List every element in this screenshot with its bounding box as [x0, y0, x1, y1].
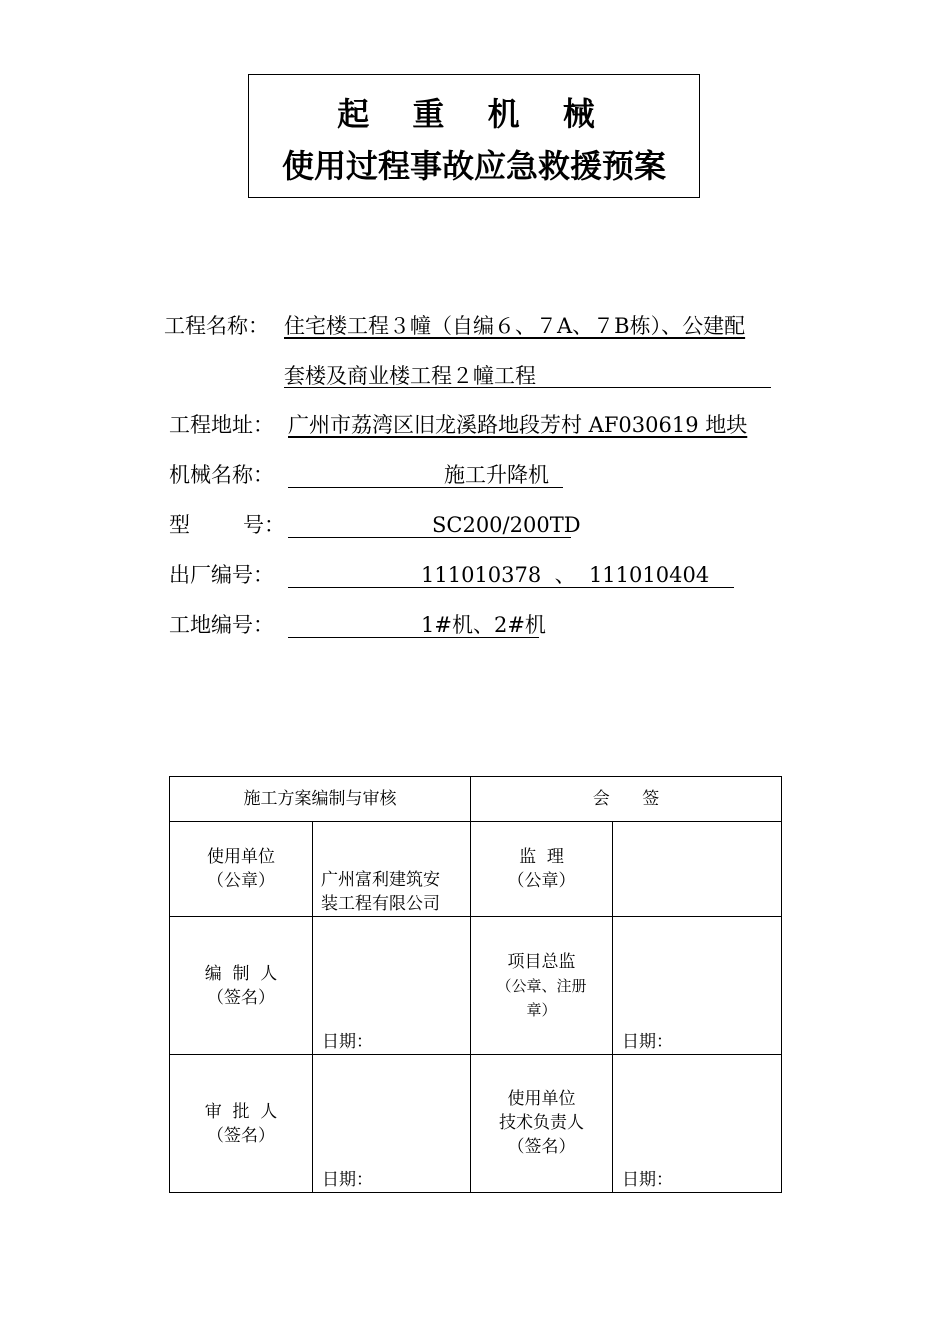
model-value: SC200/200TD — [432, 513, 581, 537]
user-unit-seal-label: （公章） — [207, 871, 275, 891]
model-label-2: 号： — [243, 513, 285, 537]
factory-no-value: 111010378 、 111010404 — [421, 563, 710, 587]
company-cell — [313, 822, 471, 917]
site-no-label: 工地编号： — [169, 613, 274, 637]
project-name-line-2: 套楼及商业楼工程２幢工程 — [284, 364, 536, 388]
project-address-value: 广州市荔湾区旧龙溪路地段芳村 AF030619 地块 — [288, 413, 748, 437]
company-name-line-1: 广州富利建筑安 — [321, 870, 440, 890]
chief-supervisor-label: 项目总监 — [507, 952, 576, 972]
project-name-label: 工程名称： — [164, 314, 269, 338]
compiler-date-label: 日期： — [322, 1032, 373, 1052]
project-name-underline — [284, 386, 771, 388]
compiler-sign-label: （签名） — [207, 987, 275, 1008]
table-row — [170, 917, 782, 1055]
compiler-label: 编 制 人 — [204, 963, 278, 984]
chief-supervisor-seal-label: （公章、注册 — [496, 977, 587, 995]
approver-label: 审 批 人 — [204, 1101, 278, 1122]
machine-name-value: 施工升降机 — [444, 463, 549, 487]
title-line-2: 使用过程事故应急救援预案 — [281, 147, 666, 185]
tech-lead-sign-cell — [613, 1055, 782, 1193]
chief-supervisor-date-label: 日期： — [622, 1032, 673, 1052]
header-countersign: 会 签 — [471, 777, 782, 822]
project-address-label: 工程地址： — [169, 413, 274, 437]
approver-sign-cell — [313, 1055, 471, 1193]
table-row — [170, 1055, 782, 1193]
chief-supervisor-cell — [471, 917, 613, 1055]
approval-table — [169, 776, 782, 1193]
compiler-sign-cell — [313, 917, 471, 1055]
approver-sign-label: （签名） — [207, 1125, 275, 1146]
tech-lead-date-label: 日期： — [622, 1170, 673, 1190]
table-row — [170, 822, 782, 917]
title-line-1: 起 重 机 械 — [337, 95, 611, 133]
supervisor-cell — [471, 822, 613, 917]
approver-cell — [170, 1055, 313, 1193]
title-box — [248, 74, 700, 198]
supervisor-sign-cell — [613, 822, 782, 917]
company-name-line-2: 装工程有限公司 — [321, 894, 440, 914]
chief-supervisor-sign-cell — [613, 917, 782, 1055]
approver-date-label: 日期： — [322, 1170, 373, 1190]
tech-lead-sign-label: （签名） — [507, 1137, 576, 1157]
factory-no-label: 出厂编号： — [169, 563, 274, 587]
tech-lead-cell — [471, 1055, 613, 1193]
compiler-cell — [170, 917, 313, 1055]
user-unit-label: 使用单位 — [207, 847, 275, 867]
site-no-value: 1#机、2#机 — [421, 613, 546, 637]
supervisor-seal-label: （公章） — [507, 871, 576, 891]
chief-supervisor-seal-label-2: 章） — [526, 1001, 557, 1019]
machine-name-label: 机械名称： — [169, 463, 274, 487]
tech-lead-label: 技术负责人 — [499, 1113, 584, 1133]
header-compile-review: 施工方案编制与审核 — [170, 777, 471, 822]
user-unit-cell — [170, 822, 313, 917]
model-label-1: 型 — [169, 513, 190, 537]
project-name-line-1: 住宅楼工程３幢（自编６、７A、７B栋）、公建配 — [284, 314, 746, 338]
supervisor-label: 监 理 — [519, 847, 564, 867]
table-header-row — [170, 777, 782, 822]
tech-lead-unit-label: 使用单位 — [507, 1089, 576, 1109]
